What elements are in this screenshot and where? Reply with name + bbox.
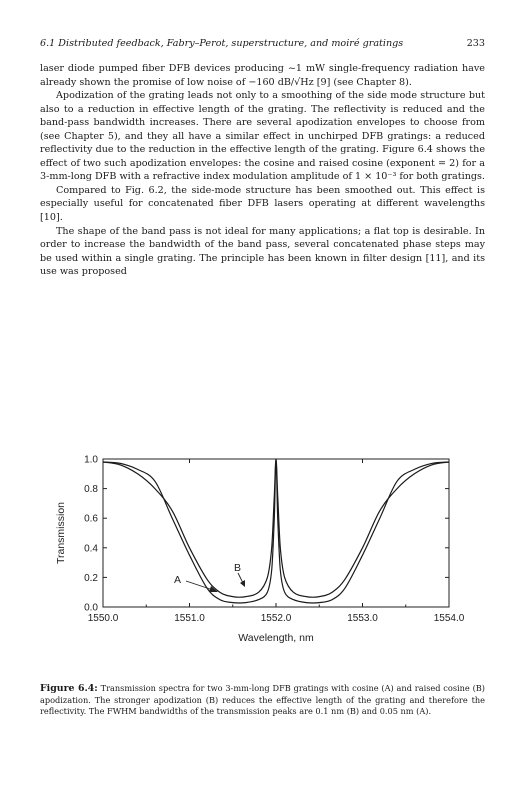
x-tick-label: 1553.0 xyxy=(347,613,378,624)
series-line-1 xyxy=(103,459,449,603)
body-text xyxy=(40,62,485,279)
running-header xyxy=(40,38,485,49)
x-tick-label: 1554.0 xyxy=(433,613,465,624)
paragraph-3: Compared to Fig. 6.2, the side-mode structure has been smoothed out. This effect is especially useful for concatenated fiber DFB lasers operating at different wavelengths [10]. xyxy=(40,184,485,224)
paragraph-1: laser diode pumped fiber DFB devices producing ~1 mW single-frequency radiation have already shown the promise of low noise of −160 dB/√Hz [9] (see Chapter 8). xyxy=(40,63,485,88)
caption-label: Figure 6.4: xyxy=(40,683,98,694)
x-axis-label: Wavelength, nm xyxy=(238,632,314,644)
y-tick-label: 0.2 xyxy=(84,572,98,584)
paragraph-4: The shape of the band pass is not ideal for many applications; a flat top is desirable. In order to increase the bandwidth of the band pass, several concatenated phase steps may be used within a single grating. The principle has been known in filter design [11], and its use was proposed xyxy=(40,225,485,278)
figure-caption xyxy=(40,683,485,718)
y-tick-label: 0.0 xyxy=(84,602,98,614)
x-tick-label: 1550.0 xyxy=(87,613,119,624)
paragraph-2: Apodization of the grating leads not only to a smoothing of the side mode structure but also to a reduction in effective length of the grating. The reflectivity is reduced and the band-pass bandwidth increases. There are several apodization envelopes to choose from (see Chapter 5), and they all have a similar effect in unchirped DFB gratings: a reduced reflectivity due to the reduction in the effective length of the grating. Figure 6.4 shows the effect of two such apodization envelopes: the cosine and raised cosine (exponent = 2) for a 3-mm-long DFB with a refractive index modulation amplitude of 1 × 10⁻³ for both gratings. xyxy=(40,90,485,183)
annotation-b-label: B xyxy=(234,562,242,574)
y-tick-label: 0.4 xyxy=(84,543,98,555)
page-number: 233 xyxy=(466,38,485,49)
y-tick-label: 1.0 xyxy=(84,454,98,466)
annotation-a-label: A xyxy=(174,574,182,586)
x-axis-ticks xyxy=(88,459,465,624)
y-tick-label: 0.6 xyxy=(84,513,98,525)
x-tick-label: 1552.0 xyxy=(260,613,292,624)
y-axis-ticks xyxy=(84,455,449,614)
x-tick-label: 1551.0 xyxy=(174,613,205,624)
series-group xyxy=(103,459,449,603)
y-tick-label: 0.8 xyxy=(84,484,98,496)
series-line-2 xyxy=(103,459,449,597)
running-title: 6.1 Distributed feedback, Fabry–Perot, superstructure, and moiré gratings xyxy=(40,38,404,49)
figure-6-4 xyxy=(40,444,490,684)
transmission-chart xyxy=(40,444,490,684)
caption-text: Transmission spectra for two 3-mm-long DFB gratings with cosine (A) and raised cosine (B) apodization. The stronger apodization (B) reduces the effective length of the grating and therefore the reflectivity. The FWHM bandwidths of the transmission peaks are 0.1 nm (B) and 0.05 nm (A). xyxy=(40,683,486,717)
y-axis-label: Transmission xyxy=(55,501,67,565)
